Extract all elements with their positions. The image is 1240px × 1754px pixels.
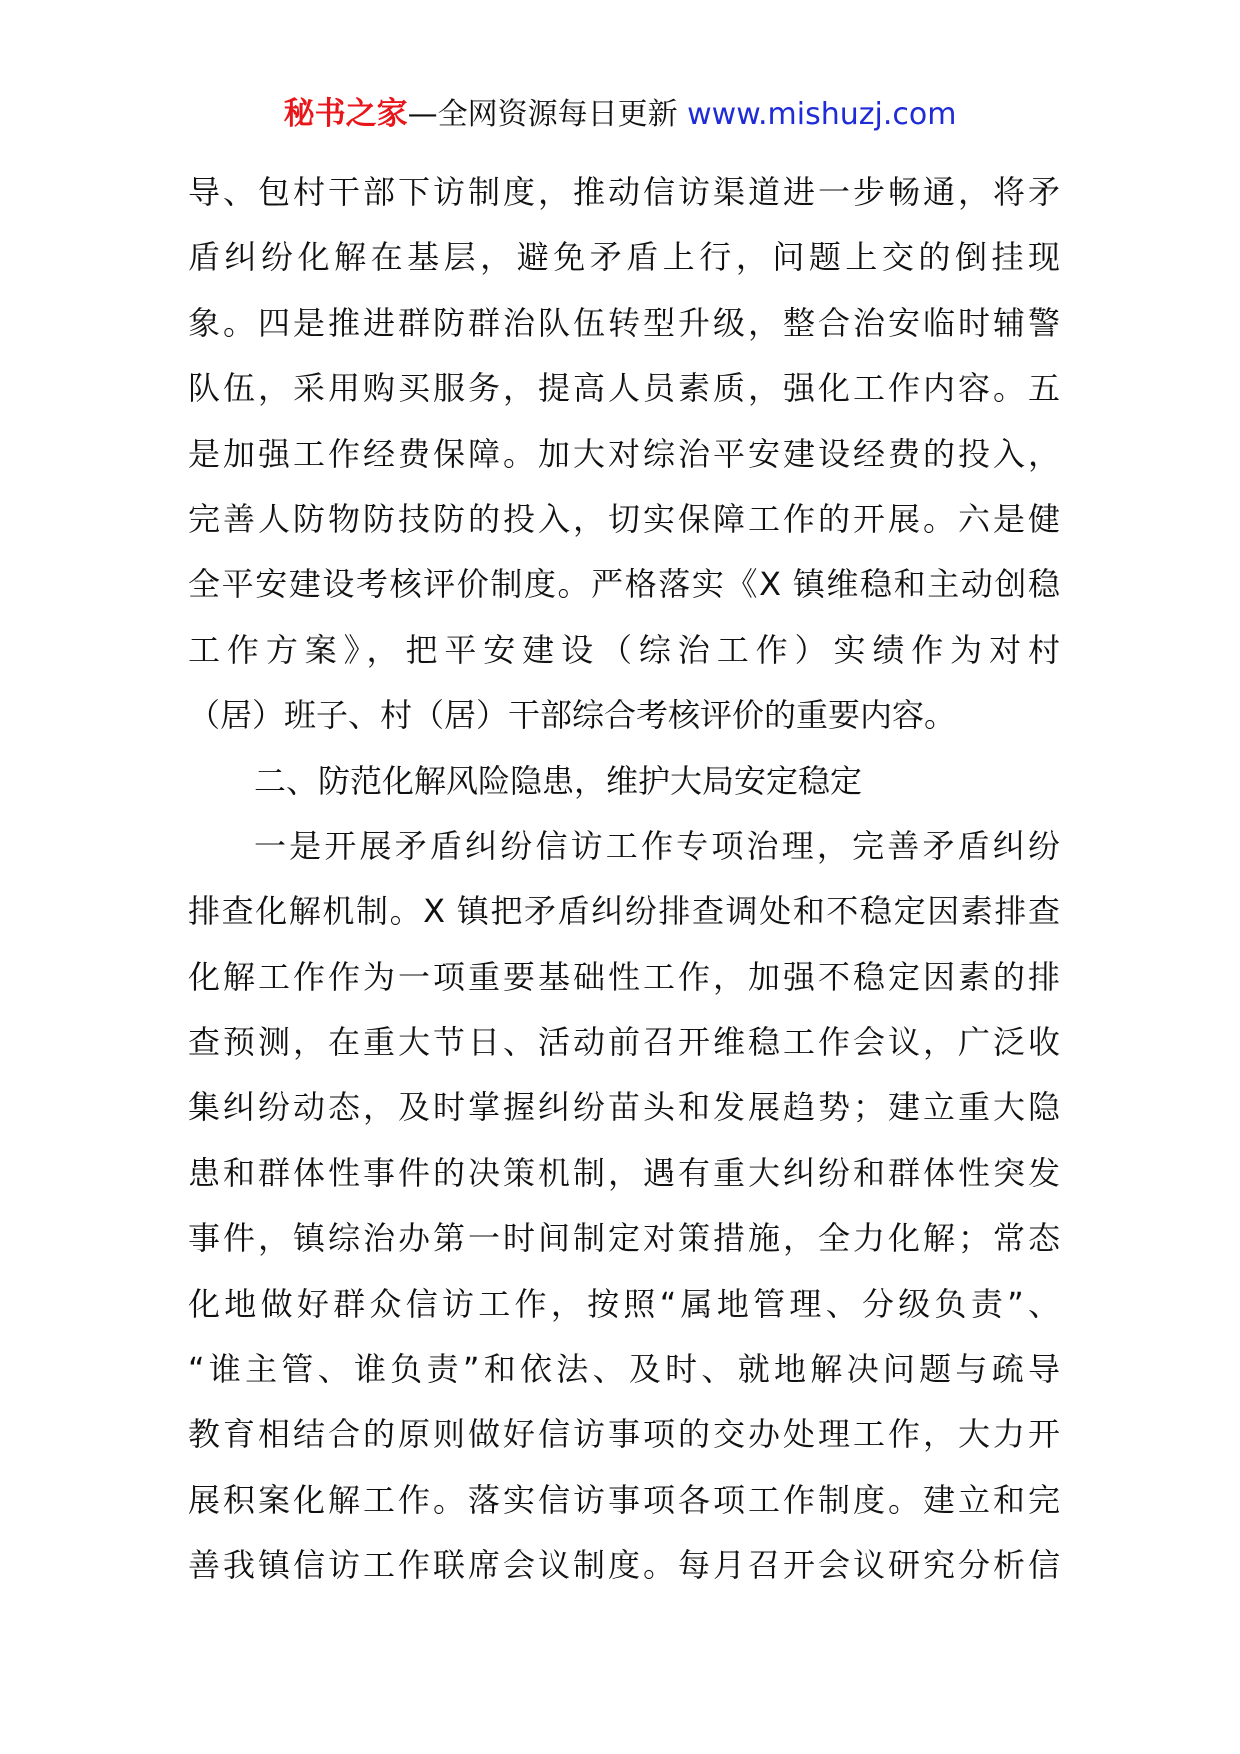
text-line: 是加强工作经费保障。加大对综治平安建设经费的投入， [188, 434, 1060, 473]
document-body [188, 160, 1060, 1599]
text-line: 患和群体性事件的决策机制，遇有重大纠纷和群体性突发 [188, 1153, 1060, 1192]
site-brand: 秘书之家 [283, 96, 408, 132]
text-line: 展积案化解工作。落实信访事项各项工作制度。建立和完 [188, 1480, 1060, 1519]
text-line: 导、包村干部下访制度，推动信访渠道进一步畅通，将矛 [188, 173, 1060, 211]
text-line: 化解工作作为一项重要基础性工作，加强不稳定因素的排 [188, 957, 1060, 996]
text-line: 查预测，在重大节日、活动前召开维稳工作会议，广泛收 [188, 1023, 1060, 1062]
page-header [0, 94, 1240, 135]
text-line: 化地做好群众信访工作，按照“属地管理、分级负责”、 [188, 1284, 1060, 1323]
text-line: 一是开展矛盾纠纷信访工作专项治理，完善矛盾纠纷 [254, 826, 1060, 865]
text-line: 集纠纷动态，及时掌握纠纷苗头和发展趋势；建立重大隐 [188, 1088, 1060, 1127]
text-line: （居）班子、村（居）干部综合考核评价的重要内容。 [188, 696, 957, 735]
text-line: 教育相结合的原则做好信访事项的交办处理工作，大力开 [188, 1415, 1060, 1454]
text-line: 全平安建设考核评价制度。严格落实《X 镇维稳和主动创稳 [188, 565, 1060, 604]
text-line: 队伍，采用购买服务，提高人员素质，强化工作内容。五 [188, 369, 1060, 408]
text-line: 善我镇信访工作联席会议制度。每月召开会议研究分析信 [188, 1546, 1060, 1585]
section-heading: 二、防范化解风险隐患，维护大局安定稳定 [254, 761, 863, 800]
text-line: 事件，镇综治办第一时间制定对策措施，全力化解；常态 [188, 1219, 1060, 1258]
site-url[interactable]: www.mishuzj.com [687, 97, 957, 132]
text-line: 工作方案》，把平安建设（综治工作）实绩作为对村 [188, 630, 1060, 669]
site-tagline: —全网资源每日更新 [407, 97, 678, 132]
text-line: “谁主管、谁负责”和依法、及时、就地解决问题与疏导 [188, 1350, 1060, 1389]
text-line: 象。四是推进群防群治队伍转型升级，整合治安临时辅警 [188, 303, 1060, 342]
text-line: 盾纠纷化解在基层，避免矛盾上行，问题上交的倒挂现 [188, 238, 1060, 277]
text-line: 排查化解机制。X 镇把矛盾纠纷排查调处和不稳定因素排查 [188, 892, 1060, 931]
text-line: 完善人防物防技防的投入，切实保障工作的开展。六是健 [188, 499, 1060, 538]
